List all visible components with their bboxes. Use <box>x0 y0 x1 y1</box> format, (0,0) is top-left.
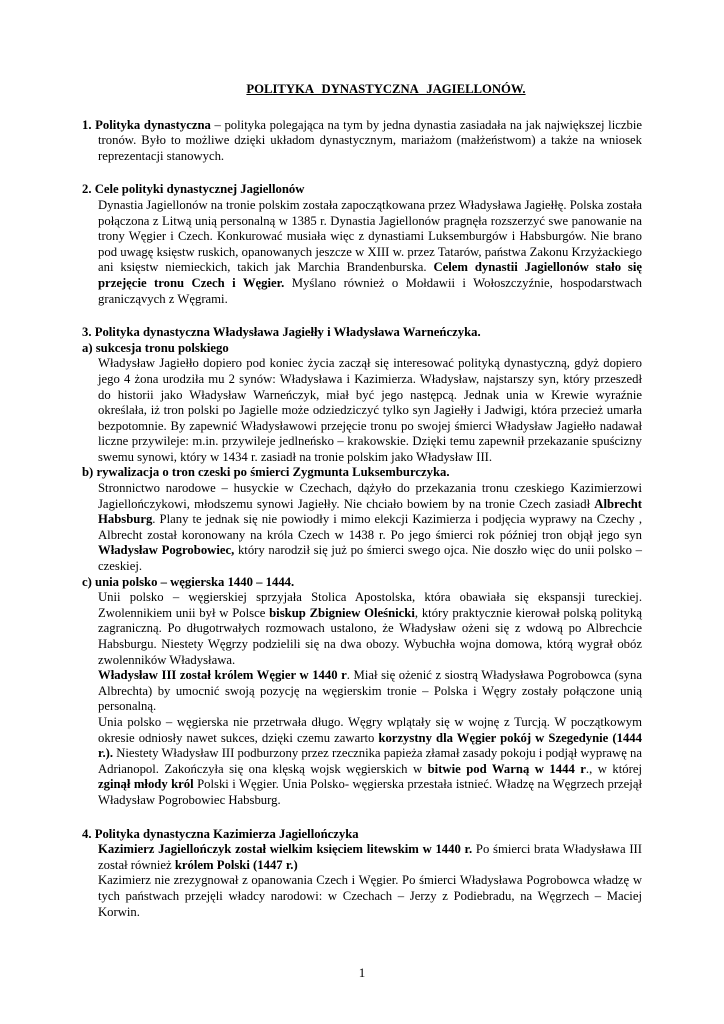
section-3c-heading: c) unia polsko – węgierska 1440 – 1444. <box>82 574 295 589</box>
section-3c-bold-2: Władysław III został królem Węgier w 1440 r <box>98 668 347 683</box>
section-3b-paragraph <box>82 481 642 575</box>
section-3-heading: 3. Polityka dynastyczna Władysława Jagiełły i Władysława Warneńczyka. <box>82 325 481 340</box>
section-3c-bold-1: biskup Zbigniew Oleśnicki <box>269 605 415 620</box>
section-2-text-1: Dynastia Jagiellonów na tronie polskim została zapoczątkowana przez Władysława Jagiełłę. Polska została połączona z Litwą unią personalną w 1385 r. Dynastia Jagiellonów pragnęła rozszerzyć swe panowanie na trony Węgier i Czech. Konkurować musiała więc z dynastiami Luksemburgów i Habsburgów. Nie brano pod uwagę księstw ruskich, opanowanych jeszcze w XIII w. przez Tatarów, państwa Zakonu Krzyżackiego ani księstw niemieckich, takich jak Marchia Brandenburska. <box>98 197 642 275</box>
section-3c-bold-3: korzystny dla Węgier pokój w Szegedynie (1444 r.). <box>98 730 642 761</box>
section-3c-text-5: Niestety Władysław III podburzony przez rzecznika papieża złamał zasady pokoju i podjął wyprawę na Adrianopol. Zakończyła się ona klęską wojsk węgierskich w <box>98 746 642 776</box>
section-4 <box>82 827 642 921</box>
section-3b-text-1: Stronnictwo narodowe – husyckie w Czechach, dążyło do przekazania tronu czeskiego Kazimierzowi Jagiellończykowi, młodszemu synowi Jagiełły. Nie chciało bowiem by na tronie Czech zasiadł <box>98 481 642 511</box>
section-3b-text-2: . Plany te jednak się nie powiodły i mimo elekcji Kazimierza i podjęcia wyprawy na Czechy , Albrecht został koronowany na króla Czech w 1438 r. Po jego śmierci rok później tron objął jego syn <box>98 512 642 542</box>
section-4-heading: 4. Polityka dynastyczna Kazimierza Jagiellończyka <box>82 826 359 841</box>
section-3a-text: Władysław Jagiełło dopiero pod koniec życia zaczął się interesować polityką dynastyczną, gdyż dopiero jego 4 żona urodziła mu 2 synów: Władysława i Kazimierza. Władysław, najstarszy syn, który przeszedł do historii jako Władysław Warneńczyk, miał być jego następcą. Jednak unia w Krewie wyraźnie określała, iż tron polski po Jagielle może odziedziczyć tylko syn Jagiełły i Jadwigi, która przecież umarła bezpotomnie. By zapewnić Władysławowi przejęcie tronu po swojej śmierci Władysław Jagiełło nadawał liczne przywileje: m.in. przywileje jedlneńsko – krakowskie. Dzięki temu zapewnił przekazanie spuścizny swemu synowi, który w 1434 r. zasiadł na tronie polskim jako Władysław III. <box>98 356 642 464</box>
section-3b-bold-1: Albrecht Habsburg <box>98 496 642 527</box>
section-1 <box>82 118 642 165</box>
section-3a-heading: a) sukcesja tronu polskiego <box>82 340 229 355</box>
section-3c-bold-5: zginął młody król <box>98 777 194 792</box>
section-3b-bold-2: Władysław Pogrobowiec, <box>98 543 235 558</box>
section-4-bold-1: Kazimierz Jagiellończyk został wielkim księciem litewskim w 1440 r. <box>98 842 473 857</box>
section-2-paragraph <box>82 198 642 307</box>
section-2 <box>82 182 642 307</box>
section-4-paragraph-2 <box>98 873 642 920</box>
section-4-paragraphs <box>82 842 642 920</box>
section-3c-text-6: ., w której <box>585 761 642 776</box>
section-3c-text-3: . Miał się ożenić z siostrą Władysława Pogrobowca (syna Albrechta) by umocnić swoją pozycję na węgierskim tronie – Polska i Węgry zostały połączone unią personalną. <box>98 668 642 714</box>
section-3c-paragraphs <box>82 590 642 808</box>
section-2-text-2: Myślano również o Mołdawii i Wołoszczyźnie, hospodarstwach granicząvych z Węgrami. <box>98 275 642 306</box>
section-3c-text-7: Polski i Węgier. Unia Polsko- węgierska przestała istnieć. Władzę na Węgrzech przejął Władysław Pogrobowiec Habsburg. <box>98 777 642 807</box>
section-3c-text-2: , który praktycznie kierował polską polityką zagraniczną. Po długotrwałych rozmowach ustalono, że Władysław ożeni się z wdową po Albrechcie Habsburgu. Niestety Węgrzy podzielili się na dwa obozy. Wybuchła wojna domowa, którą wygrał obóz zwolenników Władysława. <box>98 605 642 667</box>
section-4-text-1: Po śmierci brata Władysława III został również <box>98 842 642 872</box>
section-2-bold-1: Celem dynastii Jagiellonów stało się przejęcie tronu Czech i Węgier. <box>98 260 643 290</box>
section-1-paragraph <box>82 118 642 165</box>
section-4-paragraph-1 <box>98 842 642 873</box>
section-4-bold-2: królem Polski (1447 r.) <box>174 857 298 872</box>
section-3c-text-1: Unii polsko – węgierskiej sprzyjała Stolica Apostolska, która obawiała się ekspansji tureckiej. Zwolennikiem unii był w Polsce <box>98 590 642 620</box>
section-2-heading: 2. Cele polityki dynastycznej Jagiellonów <box>82 182 305 197</box>
section-4-text-2: Kazimierz nie zrezygnował z opanowania Czech i Węgier. Po śmierci Władysława Pogrobowca władzę w tych państwach przejęli władcy narodowi: w Czechach – Jerzy z Podiebradu, na Węgrzech – Maciej Korwin. <box>98 873 642 919</box>
section-3b-heading: b) rywalizacja o tron czeski po śmierci Zygmunta Luksemburczyka. <box>82 465 450 480</box>
page-title: POLITYKA DYNASTYCZNA JAGIELLONÓW. <box>246 82 526 96</box>
section-3a-paragraph <box>82 356 642 465</box>
section-3c-paragraph-2 <box>98 668 642 715</box>
section-3 <box>82 325 642 808</box>
section-1-text: – polityka polegająca na tym by jedna dynastia zasiadała na jak największej liczbie tronów. Było to możliwe dzięki układom dynastycznym, mariażom (małżeństwom) a także na wniosek reprezentacji stanowych. <box>98 117 642 163</box>
section-1-heading: 1. Polityka dynastyczna <box>82 117 211 132</box>
section-3c-bold-4: bitwie pod Warną w 1444 r <box>427 761 586 776</box>
section-3c-paragraph-3 <box>98 715 642 809</box>
section-3c-paragraph-1 <box>98 590 642 668</box>
section-3b-text-3: który narodził się już po śmierci swego ojca. Nie doszło więc do unii polsko – czeskiej. <box>98 543 642 574</box>
page-number: 1 <box>358 965 366 980</box>
section-3c-text-4: Unia polsko – węgierska nie przetrwała długo. Węgry wplątały się w wojnę z Turcją. W początkowym okresie odniosły nawet sukces, dzięki czemu zawarto <box>98 714 642 745</box>
